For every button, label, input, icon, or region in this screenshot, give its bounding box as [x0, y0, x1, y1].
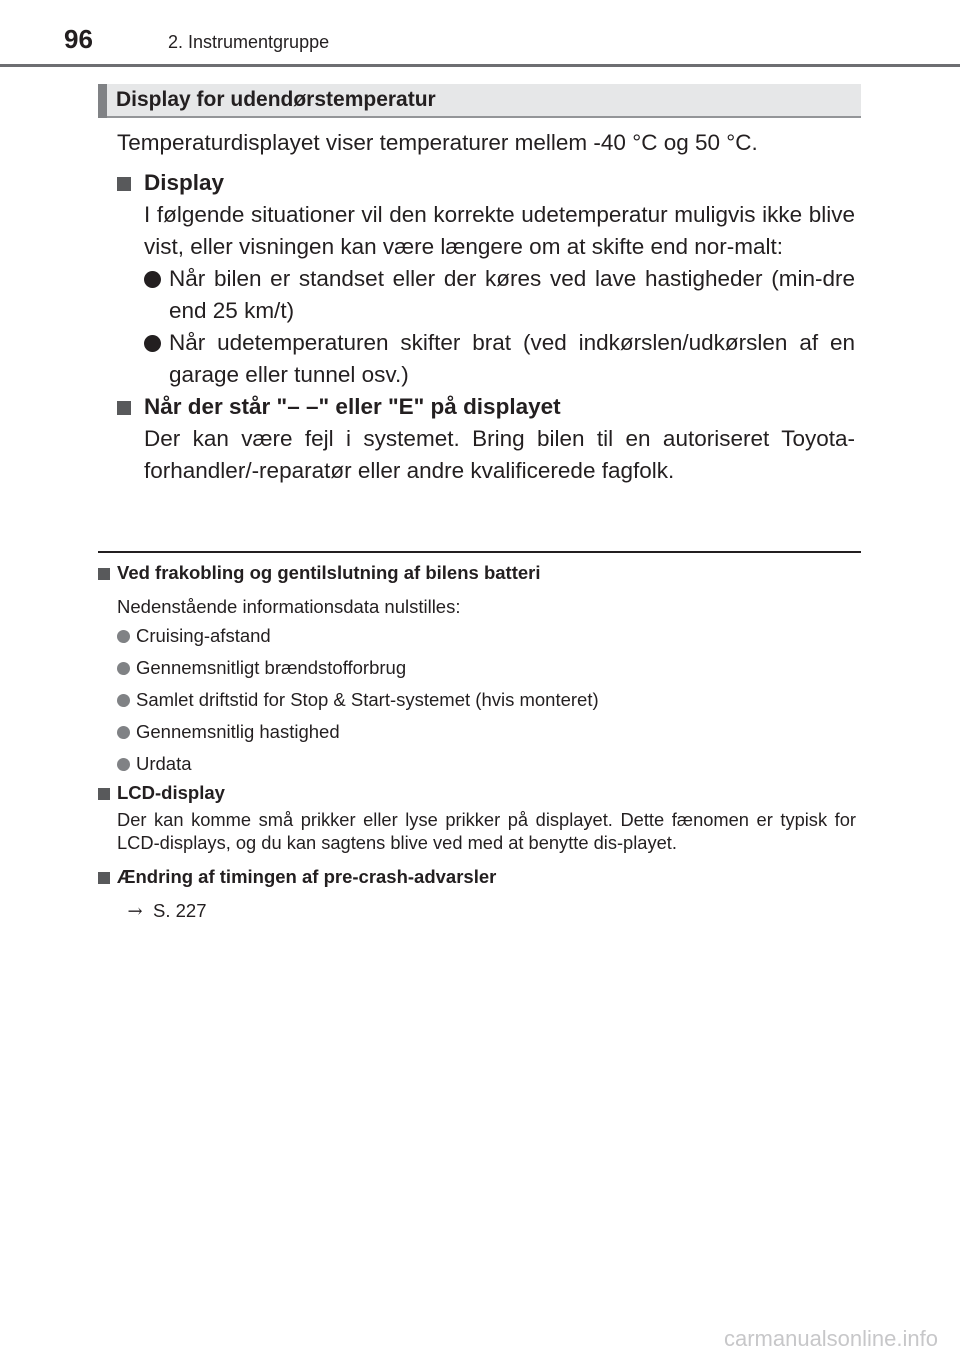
square-bullet-icon	[98, 788, 110, 800]
note-heading-battery	[98, 560, 856, 586]
list-item-text: Når bilen er standset eller der køres ved lave hastigheder (min-dre end 25 km/t)	[169, 266, 855, 323]
list-item	[98, 684, 856, 716]
list-item-text: Når udetemperaturen skifter brat (ved indkørslen/udkørslen af en garage eller tunnel osv.)	[169, 330, 855, 387]
subheading-error	[117, 391, 855, 423]
list-item-text: Urdata	[136, 753, 192, 774]
square-bullet-icon	[98, 872, 110, 884]
page-reference-text: S. 227	[153, 900, 207, 921]
round-bullet-icon	[117, 694, 130, 707]
lead-paragraph: Temperaturdisplayet viser temperaturer mellem -40 °C og 50 °C.	[117, 130, 758, 155]
note-heading-precrash-text: Ændring af timingen af pre-crash-advarsler	[117, 866, 497, 887]
list-item-text: Cruising-afstand	[136, 625, 271, 646]
error-paragraph: Der kan være fejl i systemet. Bring bilen til en autoriseret Toyota-forhandler/-reparatør eller andre kvalificerede fagfolk.	[144, 426, 855, 483]
round-bullet-icon	[117, 662, 130, 675]
round-bullet-icon	[144, 335, 161, 352]
watermark-text: carmanualsonline.info	[723, 1326, 938, 1351]
subheading-display	[117, 167, 855, 199]
list-item	[98, 620, 856, 652]
round-bullet-icon	[117, 726, 130, 739]
round-bullet-icon	[144, 271, 161, 288]
header-divider	[0, 64, 960, 67]
square-bullet-icon	[117, 177, 131, 191]
page-number: 96	[64, 24, 93, 54]
page-reference-link[interactable]	[98, 898, 856, 925]
note-heading-battery-text: Ved frakobling og gentilslutning af bilens batteri	[117, 562, 541, 583]
notes-section	[98, 560, 856, 925]
round-bullet-icon	[117, 758, 130, 771]
lcd-paragraph: Der kan komme små prikker eller lyse prikker på displayet. Dette fænomen er typisk for LCD-displays, og du kan sagtens blive ved med at benytte dis-playet.	[117, 809, 856, 853]
title-bar-accent	[98, 84, 107, 118]
list-item-text: Gennemsnitligt brændstofforbrug	[136, 657, 407, 678]
main-content	[117, 127, 855, 487]
note-heading-precrash	[98, 864, 856, 890]
notes-divider	[98, 551, 861, 553]
note-heading-lcd-text: LCD-display	[117, 782, 225, 803]
running-head-section: 2. Instrumentgruppe	[168, 32, 330, 52]
display-intro: I følgende situationer vil den korrekte udetemperatur muligvis ikke blive vist, eller visningen kan være længere om at skifte end nor-malt:	[144, 202, 855, 259]
square-bullet-icon	[117, 401, 131, 415]
battery-intro: Nedenstående informationsdata nulstilles:	[117, 596, 461, 617]
section-title-bar	[98, 84, 861, 118]
list-item	[117, 263, 855, 327]
note-heading-lcd	[98, 780, 856, 806]
round-bullet-icon	[117, 630, 130, 643]
subheading-error-text: Når der står "– –" eller "E" på displayet	[144, 394, 561, 419]
list-item	[117, 327, 855, 391]
square-bullet-icon	[98, 568, 110, 580]
list-item-text: Gennemsnitlig hastighed	[136, 721, 340, 742]
list-item-text: Samlet driftstid for Stop & Start-systemet (hvis monteret)	[136, 689, 599, 710]
section-title: Display for udendørstemperatur	[116, 88, 436, 111]
arrow-right-icon: →	[127, 901, 143, 922]
list-item	[98, 652, 856, 684]
list-item	[98, 748, 856, 780]
subheading-display-text: Display	[144, 170, 225, 195]
list-item	[98, 716, 856, 748]
